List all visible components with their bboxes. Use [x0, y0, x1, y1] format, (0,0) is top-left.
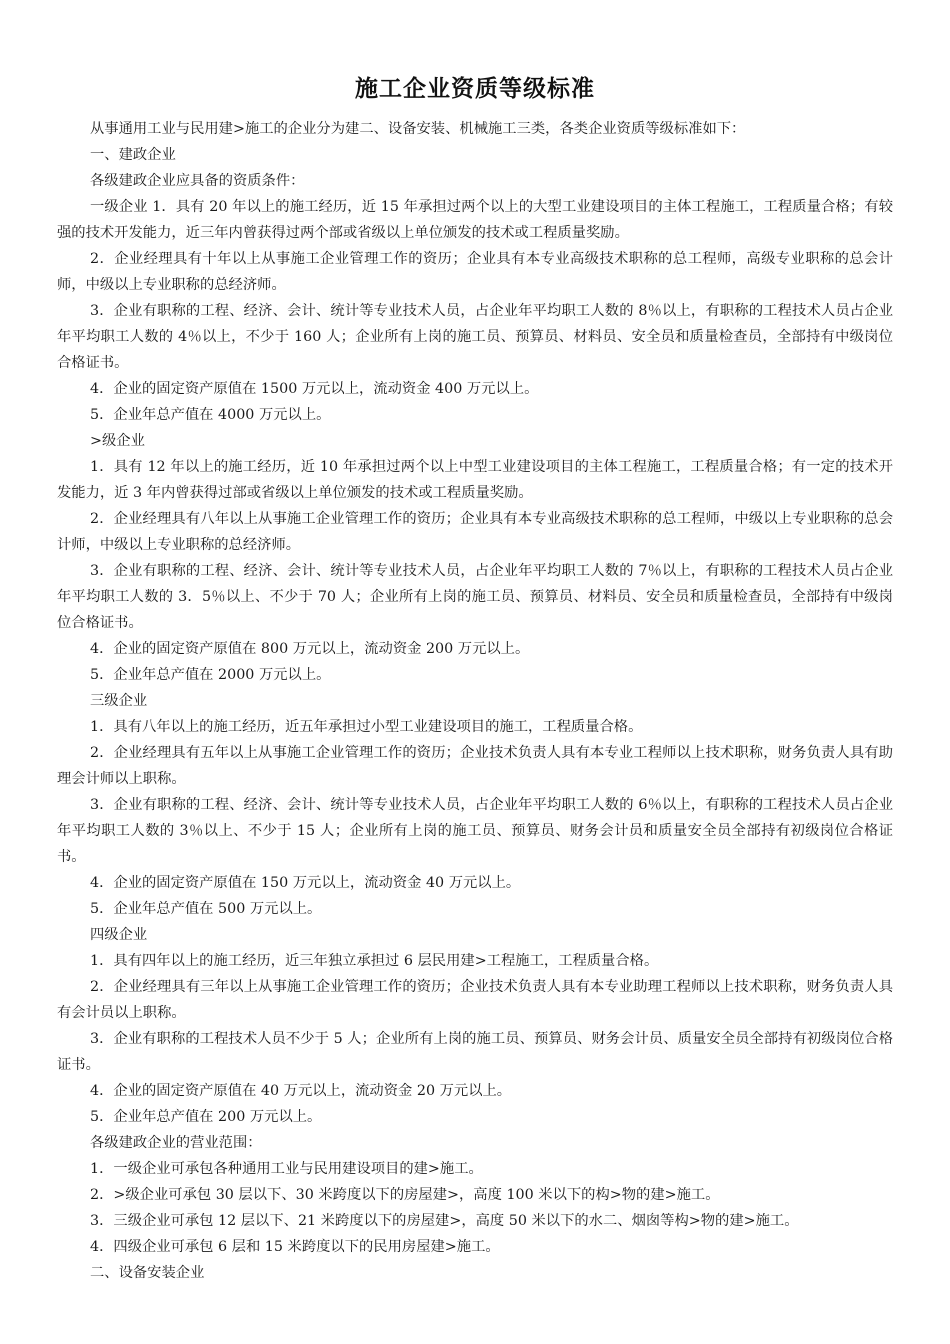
- grade1-item-5: 5．企业年总产值在 4000 万元以上。: [90, 407, 331, 423]
- grade4-item-4: 4．企业的固定资产原值在 40 万元以上，流动资金 20 万元以上。: [90, 1083, 512, 1099]
- grade3-item-1: 1．具有八年以上的施工经历，近五年承担过小型工业建设项目的施工，工程质量合格。: [90, 719, 643, 735]
- grade4-item-2: 2．企业经理具有三年以上从事施工企业管理工作的资历；企业技术负责人具有本专业助理工程师以上技术职称，财务负责人具有会计员以上职称。: [57, 979, 893, 1021]
- section-heading-construction: 一、建政企业: [90, 147, 176, 163]
- grade2-item-2: 2．企业经理具有八年以上从事施工企业管理工作的资历；企业具有本专业高级技术职称的总工程师，中级以上专业职称的总会计师，中级以上专业职称的总经济师。: [57, 511, 893, 553]
- scope-item-1: 1．一级企业可承包各种通用工业与民用建设项目的建>施工。: [90, 1161, 483, 1177]
- grade4-heading: 四级企业: [90, 927, 148, 943]
- grade1-item-2: 2．企业经理具有十年以上从事施工企业管理工作的资历；企业具有本专业高级技术职称的总工程师，高级专业职称的总会计师，中级以上专业职称的总经济师。: [57, 251, 893, 293]
- grade2-item-5: 5．企业年总产值在 2000 万元以上。: [90, 667, 331, 683]
- grade3-heading: 三级企业: [90, 693, 148, 709]
- grade2-item-3: 3．企业有职称的工程、经济、会计、统计等专业技术人员，占企业年平均职工人数的 7％以上，有职称的工程技术人员占企业年平均职工人数的 3．5％以上、不少于 70 人；企业所有上岗的施工员、预算员、材料员、安全员和质量检查员，全部持有中级岗位合格证书。: [57, 563, 893, 631]
- intro-paragraph: 从事通用工业与民用建>施工的企业分为建二、设备安装、机械施工三类，各类企业资质等级标准如下：: [90, 121, 746, 137]
- business-scope-heading: 各级建政企业的营业范围：: [90, 1135, 262, 1151]
- grade2-heading: >级企业: [90, 433, 145, 449]
- grade3-item-2: 2．企业经理具有五年以上从事施工企业管理工作的资历；企业技术负责人具有本专业工程师以上技术职称，财务负责人具有助理会计师以上职称。: [57, 745, 893, 787]
- grade2-item-1: 1．具有 12 年以上的施工经历，近 10 年承担过两个以上中型工业建设项目的主体工程施工，工程质量合格；有一定的技术开发能力，近 3 年内曾获得过部或省级以上单位颁发的技术或工程质量奖励。: [57, 459, 893, 501]
- grade4-item-3: 3．企业有职称的工程技术人员不少于 5 人；企业所有上岗的施工员、预算员、财务会计员、质量安全员全部持有初级岗位合格证书。: [57, 1031, 893, 1073]
- grade1-item-4: 4．企业的固定资产原值在 1500 万元以上，流动资金 400 万元以上。: [90, 381, 539, 397]
- grade3-item-4: 4．企业的固定资产原值在 150 万元以上，流动资金 40 万元以上。: [90, 875, 521, 891]
- grade3-item-5: 5．企业年总产值在 500 万元以上。: [90, 901, 322, 917]
- grade4-item-1: 1．具有四年以上的施工经历，近三年独立承担过 6 层民用建>工程施工，工程质量合格。: [90, 953, 659, 969]
- document-title: 施工企业资质等级标准: [355, 75, 595, 102]
- grade4-item-5: 5．企业年总产值在 200 万元以上。: [90, 1109, 322, 1125]
- section-heading-equipment-installation: 二、设备安装企业: [90, 1265, 205, 1281]
- grade1-item-1: 一级企业 1．具有 20 年以上的施工经历，近 15 年承担过两个以上的大型工业建设项目的主体工程施工，工程质量合格；有较强的技术开发能力，近三年内曾获得过两个部或省级以上单位颁发的技术或工程质量奖励。: [57, 199, 893, 241]
- scope-item-4: 4．四级企业可承包 6 层和 15 米跨度以下的民用房屋建>施工。: [90, 1239, 500, 1255]
- grade2-item-4: 4．企业的固定资产原值在 800 万元以上，流动资金 200 万元以上。: [90, 641, 530, 657]
- scope-item-3: 3．三级企业可承包 12 层以下、21 米跨度以下的房屋建>，高度 50 米以下的水二、烟囱等构>物的建>施工。: [90, 1213, 799, 1229]
- qualification-conditions-heading: 各级建政企业应具备的资质条件：: [90, 173, 305, 189]
- grade1-item-3: 3．企业有职称的工程、经济、会计、统计等专业技术人员，占企业年平均职工人数的 8％以上，有职称的工程技术人员占企业年平均职工人数的 4％以上，不少于 160 人；企业所有上岗的施工员、预算员、材料员、安全员和质量检查员，全部持有中级岗位合格证书。: [57, 303, 893, 371]
- grade3-item-3: 3．企业有职称的工程、经济、会计、统计等专业技术人员，占企业年平均职工人数的 6％以上，有职称的工程技术人员占企业年平均职工人数的 3％以上、不少于 15 人；企业所有上岗的施工员、预算员、财务会计员和质量安全员全部持有初级岗位合格证书。: [57, 797, 893, 865]
- scope-item-2: 2．>级企业可承包 30 层以下、30 米跨度以下的房屋建>，高度 100 米以下的构>物的建>施工。: [90, 1187, 720, 1203]
- document-body: [57, 116, 893, 1286]
